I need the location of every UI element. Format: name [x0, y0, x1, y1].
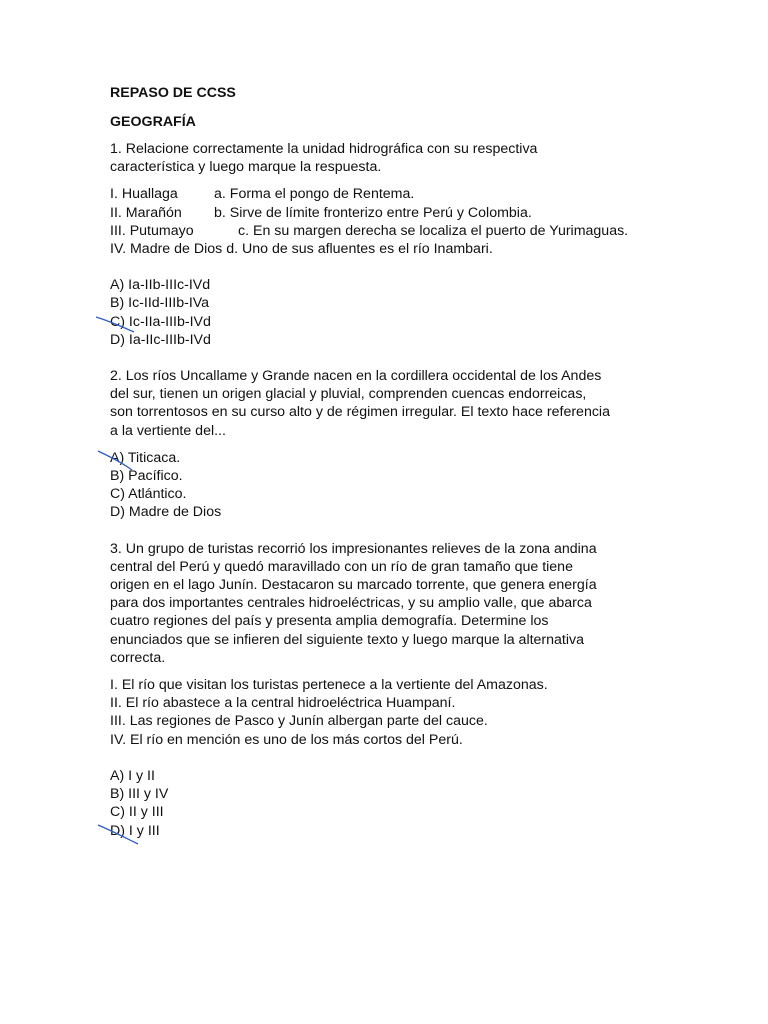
matching-right: c. En su margen derecha se localiza el puerto de Yurimaguas. [238, 222, 629, 239]
answer-option: C) II y III [110, 804, 164, 821]
matching-right: d. Uno de sus afluentes es el río Inambari. [226, 241, 493, 258]
question-3-stem-line: cuatro regiones del país y presenta amplia demografía. Determine los [110, 613, 549, 630]
answer-option: A) I y II [110, 767, 155, 784]
matching-pair [110, 204, 670, 222]
question-3-stem-line: 3. Un grupo de turistas recorrió los impresionantes relieves de la zona andina [110, 540, 597, 557]
answer-option: C) Atlántico. [110, 486, 187, 503]
matching-left: III. Putumayo [110, 222, 194, 239]
answer-check-mark-icon [94, 314, 136, 334]
answer-check-mark-icon [96, 822, 138, 842]
question-3-statements [110, 676, 670, 749]
section-heading: GEOGRAFÍA [110, 114, 196, 130]
question-3-stem-line: enunciados que se infieren del siguiente texto y luego marque la alternativa [110, 631, 585, 648]
answer-option: D) Madre de Dios [110, 504, 222, 521]
answer-option: B) III y IV [110, 786, 169, 803]
matching-left: II. Marañón [110, 204, 182, 221]
question-2-options [110, 449, 670, 522]
answer-option: D) Ia-IIc-IIIb-IVd [110, 331, 211, 348]
matching-left: IV. Madre de Dios [110, 241, 223, 258]
question-2-stem-line: 2. Los ríos Uncallame y Grande nacen en la cordillera occidental de los Andes [110, 368, 602, 385]
question-3-stem-line: central del Perú y quedó maravillado con un río de gran tamaño que tiene [110, 558, 573, 575]
answer-option: A) Titicaca. [110, 449, 181, 466]
answer-option: D) I y III [110, 822, 160, 839]
question-3-stem-line: para dos importantes centrales hidroeléctricas, y su amplio valle, que abarca [110, 595, 592, 612]
matching-right: a. Forma el pongo de Rentema. [214, 186, 415, 203]
matching-pair [110, 222, 670, 240]
matching-left: I. Huallaga [110, 186, 178, 203]
document-page [110, 84, 670, 840]
question-3-stem-line: correcta. [110, 649, 166, 666]
question-3-options [110, 767, 670, 840]
question-1-matching-list [110, 185, 670, 258]
statement: III. Las regiones de Pasco y Junín albergan parte del cauce. [110, 713, 488, 730]
question-1 [110, 140, 670, 176]
question-3-stem-line: origen en el lago Junín. Destacaron su marcado torrente, que genera energía [110, 577, 597, 594]
answer-option: B) Pacífico. [110, 468, 183, 485]
statement: II. El río abastece a la central hidroeléctrica Huampaní. [110, 695, 456, 712]
question-1-stem-line: característica y luego marque la respuesta. [110, 159, 382, 176]
matching-pair [110, 240, 670, 258]
question-2 [110, 367, 670, 440]
question-2-stem-line: a la vertiente del... [110, 422, 226, 439]
answer-check-mark-icon [96, 448, 138, 468]
document-title: REPASO DE CCSS [110, 85, 236, 101]
question-2-stem-line: son torrentosos en su curso alto y de régimen irregular. El texto hace referencia [110, 404, 610, 421]
answer-option: A) Ia-IIb-IIIc-IVd [110, 277, 211, 294]
question-3 [110, 540, 670, 667]
statement: I. El río que visitan los turistas pertenece a la vertiente del Amazonas. [110, 677, 548, 694]
matching-right: b. Sirve de límite fronterizo entre Perú y Colombia. [214, 204, 532, 221]
question-1-stem-line: 1. Relacione correctamente la unidad hidrográfica con su respectiva [110, 141, 538, 157]
question-2-stem-line: del sur, tienen un origen glacial y pluvial, comprenden cuencas endorreicas, [110, 386, 587, 403]
question-1-options [110, 276, 670, 349]
answer-option: B) Ic-IId-IIIb-IVa [110, 295, 210, 312]
matching-pair [110, 185, 670, 203]
statement: IV. El río en mención es uno de los más cortos del Perú. [110, 731, 463, 748]
answer-option: C) Ic-IIa-IIIb-IVd [110, 313, 211, 330]
